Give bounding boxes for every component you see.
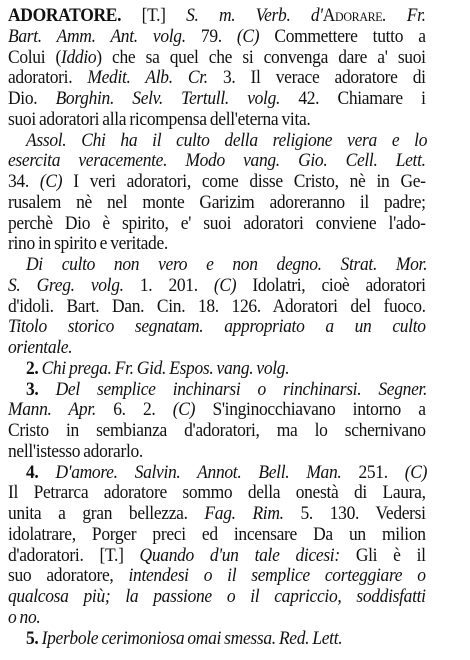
entry-text-run: 251.	[341, 461, 405, 483]
entry-text-run: Cristo in sembianza d'adoratori, ma lo schernivano	[8, 420, 426, 441]
entry-text-run: Di culto non vero e non degno. Strat. Mor.	[26, 254, 428, 275]
entry-text-run: 79.	[185, 25, 237, 47]
entry-text-run: Mann. Apr.	[8, 399, 96, 421]
entry-text-run: 1. 201.	[123, 274, 214, 296]
entry-text-run: D'amore. Salvin. Annot. Bell. Man.	[55, 461, 342, 483]
entry-text-run: Chi prega. Fr. Gid. Espos. vang. volg.	[41, 357, 290, 379]
entry-text-run: (C)	[404, 461, 428, 483]
entry-text-run: S. m. Verb. d'	[186, 5, 323, 26]
entry-text-run: . Fr.	[382, 5, 426, 26]
entry-text-run: 42. Chiamare i	[280, 88, 426, 109]
entry-text-run: (C)	[172, 399, 196, 421]
entry-text-run: qualcosa più; la passione o il capriccio, soddisfatti	[8, 586, 426, 607]
entry-text-run: S'inginocchiavano intorno a	[195, 399, 426, 421]
entry-text-run: d'idoli. Bart. Dan. Cin. 18. 126. Adoratori del fuoco.	[8, 295, 426, 317]
entry-text-run: adoratori.	[8, 67, 88, 89]
entry-text-run: idolatrare, Porger preci ed incensare Da un milion	[8, 523, 426, 545]
entry-text-run: (C)	[213, 274, 237, 296]
entry-text-run: 3. Il verace adoratore di	[207, 67, 426, 89]
entry-text-run: esercita veracemente. Modo vang. Gio. Cell. Lett.	[8, 150, 426, 172]
entry-text-run: 4.	[26, 461, 56, 483]
entry-text-run: rusalem nè nel monte Garizim adoreranno il padre;	[8, 191, 426, 213]
entry-text-run: Dio.	[8, 88, 56, 109]
entry-text-run: Quando d'un tale dicesi:	[139, 544, 340, 566]
entry-text-run: [T.]	[121, 5, 187, 26]
entry-text-run: Iperbole cerimoniosa omai smessa. Red. Lett.	[41, 627, 343, 649]
entry-text-run: Iddio	[61, 46, 97, 68]
entry-text-run: 5. 130. Vedersi	[283, 503, 426, 524]
entry-text-run: Colui (	[8, 46, 62, 68]
entry-text-run: rino in spirito e veritade.	[8, 233, 168, 255]
entry-text-run: perchè Dio è spirito, e' suoi adoratori conviene l'ado-	[8, 212, 426, 234]
entry-text-run: 34.	[8, 171, 40, 192]
entry-text-run: orientale.	[8, 337, 73, 358]
entry-text-run: 5.	[26, 627, 42, 649]
entry-text-run: suoi adoratori alla ricompensa dell'eterna vita.	[8, 108, 311, 130]
entry-text-run: suo adoratore,	[8, 565, 129, 587]
entry-text-run: o no.	[8, 606, 41, 628]
entry-text-run: intendesi o il semplice corteggiare o	[128, 565, 426, 587]
entry-text-run: ADORATORE.	[8, 5, 122, 26]
entry-text-run: Fag. Rim.	[204, 503, 284, 524]
entry-line	[26, 627, 427, 651]
entry-text-run: Il Petrarca adoratore sommo della onestà di Laura,	[8, 482, 426, 504]
entry-text-run: Borghin. Selv. Tertull. volg.	[55, 88, 281, 109]
entry-text-run: 3.	[26, 378, 56, 400]
entry-text-run: Commettere tutto a	[259, 25, 426, 47]
entry-text-run: d'adoratori. [T.]	[8, 544, 140, 566]
entry-text-run: Adorare	[322, 5, 383, 26]
entry-text-run: I veri adoratori, come disse Cristo, nè in Ge-	[62, 171, 426, 192]
entry-text-run: Bart. Amm. Ant. volg.	[8, 25, 186, 47]
entry-text-run: (C)	[236, 25, 260, 47]
entry-text-run: nell'istesso adorarlo.	[8, 440, 143, 462]
entry-text-run: 2.	[26, 357, 42, 379]
entry-text-run: Medit. Alb. Cr.	[87, 67, 208, 89]
entry-text-run: S. Greg. volg.	[8, 274, 124, 296]
entry-text-run: Del semplice inchinarsi o rinchinarsi. Segner.	[55, 378, 428, 400]
entry-text-run: ) che sa quel che si convenga dare a' suoi	[96, 46, 426, 68]
entry-text-run: 6. 2.	[95, 399, 173, 421]
entry-text-run: Assol. Chi ha il culto della religione vera e lo	[26, 129, 428, 151]
entry-text-run: (C)	[39, 171, 63, 192]
entry-text-run: Gli è il	[339, 544, 426, 566]
entry-text-run: Titolo storico segnatam. appropriato a un culto	[8, 316, 426, 338]
entry-text-run: unita a gran bellezza.	[8, 503, 205, 524]
entry-text-run: Idolatri, cioè adoratori	[236, 274, 426, 296]
